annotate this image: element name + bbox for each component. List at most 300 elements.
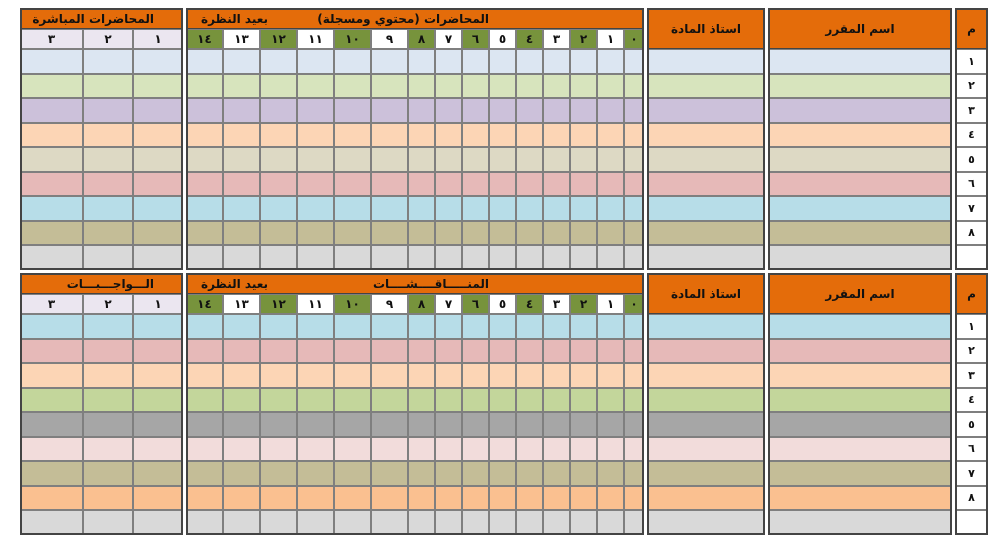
attendance-cell[interactable] [408, 221, 435, 246]
attendance-cell[interactable] [543, 388, 570, 413]
attendance-cell[interactable] [297, 74, 334, 99]
attendance-cell[interactable] [334, 98, 371, 123]
course-name-cell[interactable] [768, 339, 952, 364]
attendance-cell[interactable] [516, 437, 543, 462]
attendance-cell[interactable] [624, 437, 644, 462]
attendance-cell[interactable] [462, 363, 489, 388]
attendance-cell[interactable] [371, 510, 408, 535]
attendance-cell[interactable] [624, 339, 644, 364]
attendance-cell[interactable] [223, 339, 260, 364]
attendance-cell[interactable] [489, 363, 516, 388]
attendance-cell[interactable] [543, 339, 570, 364]
attendance-cell[interactable] [260, 388, 297, 413]
attendance-cell[interactable] [543, 74, 570, 99]
attendance-cell[interactable] [624, 388, 644, 413]
live-session-cell[interactable] [133, 314, 183, 339]
live-session-cell[interactable] [83, 363, 133, 388]
teacher-cell[interactable] [647, 98, 765, 123]
attendance-cell[interactable] [435, 314, 462, 339]
attendance-cell[interactable] [489, 388, 516, 413]
attendance-cell[interactable] [223, 486, 260, 511]
attendance-cell[interactable] [260, 98, 297, 123]
course-name-cell[interactable] [768, 412, 952, 437]
live-session-cell[interactable] [133, 49, 183, 74]
attendance-cell[interactable] [408, 339, 435, 364]
attendance-cell[interactable] [297, 437, 334, 462]
attendance-cell[interactable] [297, 486, 334, 511]
attendance-cell[interactable] [543, 221, 570, 246]
attendance-cell[interactable] [570, 49, 597, 74]
attendance-cell[interactable] [516, 245, 543, 270]
attendance-cell[interactable] [462, 412, 489, 437]
live-session-cell[interactable] [83, 461, 133, 486]
course-name-cell[interactable] [768, 437, 952, 462]
attendance-cell[interactable] [260, 147, 297, 172]
attendance-cell[interactable] [516, 147, 543, 172]
attendance-cell[interactable] [408, 486, 435, 511]
attendance-cell[interactable] [435, 363, 462, 388]
attendance-cell[interactable] [334, 388, 371, 413]
attendance-cell[interactable] [371, 172, 408, 197]
teacher-cell[interactable] [647, 49, 765, 74]
attendance-cell[interactable] [624, 172, 644, 197]
attendance-cell[interactable] [260, 221, 297, 246]
live-session-cell[interactable] [20, 221, 83, 246]
attendance-cell[interactable] [186, 363, 223, 388]
attendance-cell[interactable] [489, 49, 516, 74]
attendance-cell[interactable] [435, 437, 462, 462]
attendance-cell[interactable] [597, 245, 624, 270]
course-name-cell[interactable] [768, 221, 952, 246]
attendance-cell[interactable] [462, 388, 489, 413]
attendance-cell[interactable] [408, 314, 435, 339]
attendance-cell[interactable] [435, 123, 462, 148]
teacher-cell[interactable] [647, 510, 765, 535]
attendance-cell[interactable] [260, 412, 297, 437]
attendance-cell[interactable] [597, 388, 624, 413]
attendance-cell[interactable] [260, 196, 297, 221]
attendance-cell[interactable] [543, 363, 570, 388]
attendance-cell[interactable] [334, 486, 371, 511]
attendance-cell[interactable] [223, 461, 260, 486]
attendance-cell[interactable] [371, 98, 408, 123]
teacher-cell[interactable] [647, 147, 765, 172]
live-session-cell[interactable] [133, 437, 183, 462]
attendance-cell[interactable] [371, 147, 408, 172]
attendance-cell[interactable] [371, 486, 408, 511]
attendance-cell[interactable] [260, 461, 297, 486]
attendance-cell[interactable] [570, 437, 597, 462]
attendance-cell[interactable] [543, 461, 570, 486]
attendance-cell[interactable] [297, 123, 334, 148]
attendance-cell[interactable] [516, 74, 543, 99]
teacher-cell[interactable] [647, 388, 765, 413]
live-session-cell[interactable] [83, 221, 133, 246]
live-session-cell[interactable] [133, 74, 183, 99]
live-session-cell[interactable] [20, 412, 83, 437]
teacher-cell[interactable] [647, 437, 765, 462]
attendance-cell[interactable] [462, 486, 489, 511]
attendance-cell[interactable] [462, 437, 489, 462]
attendance-cell[interactable] [186, 74, 223, 99]
attendance-cell[interactable] [516, 339, 543, 364]
attendance-cell[interactable] [260, 172, 297, 197]
attendance-cell[interactable] [186, 461, 223, 486]
attendance-cell[interactable] [462, 196, 489, 221]
live-session-cell[interactable] [83, 339, 133, 364]
live-session-cell[interactable] [20, 363, 83, 388]
live-session-cell[interactable] [133, 221, 183, 246]
attendance-cell[interactable] [408, 363, 435, 388]
live-session-cell[interactable] [83, 510, 133, 535]
attendance-cell[interactable] [543, 196, 570, 221]
live-session-cell[interactable] [20, 172, 83, 197]
live-session-cell[interactable] [83, 123, 133, 148]
attendance-cell[interactable] [597, 314, 624, 339]
attendance-cell[interactable] [543, 510, 570, 535]
attendance-cell[interactable] [435, 221, 462, 246]
attendance-cell[interactable] [462, 245, 489, 270]
attendance-cell[interactable] [260, 74, 297, 99]
course-name-cell[interactable] [768, 245, 952, 270]
teacher-cell[interactable] [647, 196, 765, 221]
teacher-cell[interactable] [647, 172, 765, 197]
live-session-cell[interactable] [133, 196, 183, 221]
live-session-cell[interactable] [133, 510, 183, 535]
live-session-cell[interactable] [20, 196, 83, 221]
attendance-cell[interactable] [223, 74, 260, 99]
attendance-cell[interactable] [435, 74, 462, 99]
attendance-cell[interactable] [462, 461, 489, 486]
attendance-cell[interactable] [624, 412, 644, 437]
attendance-cell[interactable] [408, 196, 435, 221]
attendance-cell[interactable] [371, 314, 408, 339]
course-name-cell[interactable] [768, 49, 952, 74]
attendance-cell[interactable] [516, 221, 543, 246]
live-session-cell[interactable] [20, 437, 83, 462]
attendance-cell[interactable] [624, 74, 644, 99]
live-session-cell[interactable] [133, 412, 183, 437]
attendance-cell[interactable] [435, 172, 462, 197]
teacher-cell[interactable] [647, 412, 765, 437]
live-session-cell[interactable] [133, 123, 183, 148]
attendance-cell[interactable] [543, 245, 570, 270]
attendance-cell[interactable] [297, 412, 334, 437]
attendance-cell[interactable] [570, 172, 597, 197]
teacher-cell[interactable] [647, 245, 765, 270]
attendance-cell[interactable] [489, 123, 516, 148]
attendance-cell[interactable] [334, 147, 371, 172]
live-session-cell[interactable] [20, 388, 83, 413]
attendance-cell[interactable] [624, 123, 644, 148]
attendance-cell[interactable] [489, 339, 516, 364]
course-name-cell[interactable] [768, 98, 952, 123]
attendance-cell[interactable] [223, 363, 260, 388]
attendance-cell[interactable] [516, 49, 543, 74]
attendance-cell[interactable] [297, 388, 334, 413]
attendance-cell[interactable] [186, 196, 223, 221]
attendance-cell[interactable] [489, 147, 516, 172]
attendance-cell[interactable] [223, 245, 260, 270]
attendance-cell[interactable] [408, 98, 435, 123]
attendance-cell[interactable] [489, 74, 516, 99]
attendance-cell[interactable] [334, 172, 371, 197]
attendance-cell[interactable] [408, 461, 435, 486]
attendance-cell[interactable] [570, 74, 597, 99]
attendance-cell[interactable] [624, 461, 644, 486]
attendance-cell[interactable] [371, 74, 408, 99]
attendance-cell[interactable] [334, 74, 371, 99]
attendance-cell[interactable] [408, 510, 435, 535]
attendance-cell[interactable] [223, 388, 260, 413]
attendance-cell[interactable] [624, 221, 644, 246]
live-session-cell[interactable] [83, 314, 133, 339]
attendance-cell[interactable] [408, 172, 435, 197]
attendance-cell[interactable] [260, 314, 297, 339]
attendance-cell[interactable] [489, 314, 516, 339]
attendance-cell[interactable] [334, 437, 371, 462]
attendance-cell[interactable] [624, 314, 644, 339]
attendance-cell[interactable] [597, 196, 624, 221]
attendance-cell[interactable] [186, 510, 223, 535]
live-session-cell[interactable] [83, 437, 133, 462]
attendance-cell[interactable] [435, 98, 462, 123]
attendance-cell[interactable] [570, 510, 597, 535]
attendance-cell[interactable] [260, 510, 297, 535]
attendance-cell[interactable] [408, 412, 435, 437]
attendance-cell[interactable] [297, 339, 334, 364]
attendance-cell[interactable] [624, 363, 644, 388]
attendance-cell[interactable] [516, 461, 543, 486]
attendance-cell[interactable] [223, 123, 260, 148]
attendance-cell[interactable] [297, 147, 334, 172]
attendance-cell[interactable] [597, 412, 624, 437]
live-session-cell[interactable] [133, 245, 183, 270]
attendance-cell[interactable] [435, 245, 462, 270]
attendance-cell[interactable] [223, 147, 260, 172]
live-session-cell[interactable] [20, 314, 83, 339]
attendance-cell[interactable] [462, 339, 489, 364]
attendance-cell[interactable] [334, 339, 371, 364]
attendance-cell[interactable] [297, 196, 334, 221]
attendance-cell[interactable] [408, 147, 435, 172]
course-name-cell[interactable] [768, 196, 952, 221]
attendance-cell[interactable] [462, 172, 489, 197]
attendance-cell[interactable] [186, 172, 223, 197]
attendance-cell[interactable] [597, 147, 624, 172]
attendance-cell[interactable] [489, 245, 516, 270]
attendance-cell[interactable] [597, 74, 624, 99]
attendance-cell[interactable] [408, 49, 435, 74]
attendance-cell[interactable] [570, 245, 597, 270]
attendance-cell[interactable] [186, 314, 223, 339]
course-name-cell[interactable] [768, 74, 952, 99]
attendance-cell[interactable] [516, 314, 543, 339]
attendance-cell[interactable] [186, 245, 223, 270]
attendance-cell[interactable] [186, 412, 223, 437]
attendance-cell[interactable] [597, 339, 624, 364]
attendance-cell[interactable] [334, 510, 371, 535]
attendance-cell[interactable] [371, 196, 408, 221]
live-session-cell[interactable] [20, 245, 83, 270]
attendance-cell[interactable] [435, 196, 462, 221]
attendance-cell[interactable] [297, 510, 334, 535]
attendance-cell[interactable] [516, 388, 543, 413]
attendance-cell[interactable] [624, 245, 644, 270]
attendance-cell[interactable] [297, 98, 334, 123]
attendance-cell[interactable] [435, 147, 462, 172]
live-session-cell[interactable] [133, 486, 183, 511]
live-session-cell[interactable] [133, 98, 183, 123]
attendance-cell[interactable] [624, 196, 644, 221]
attendance-cell[interactable] [624, 486, 644, 511]
attendance-cell[interactable] [334, 221, 371, 246]
teacher-cell[interactable] [647, 461, 765, 486]
live-session-cell[interactable] [83, 245, 133, 270]
teacher-cell[interactable] [647, 339, 765, 364]
teacher-cell[interactable] [647, 363, 765, 388]
attendance-cell[interactable] [186, 339, 223, 364]
course-name-cell[interactable] [768, 388, 952, 413]
attendance-cell[interactable] [334, 461, 371, 486]
live-session-cell[interactable] [20, 486, 83, 511]
attendance-cell[interactable] [223, 314, 260, 339]
teacher-cell[interactable] [647, 123, 765, 148]
attendance-cell[interactable] [543, 49, 570, 74]
attendance-cell[interactable] [408, 388, 435, 413]
attendance-cell[interactable] [334, 196, 371, 221]
attendance-cell[interactable] [570, 461, 597, 486]
live-session-cell[interactable] [20, 123, 83, 148]
attendance-cell[interactable] [570, 221, 597, 246]
teacher-cell[interactable] [647, 486, 765, 511]
attendance-cell[interactable] [186, 147, 223, 172]
attendance-cell[interactable] [570, 363, 597, 388]
attendance-cell[interactable] [260, 363, 297, 388]
attendance-cell[interactable] [462, 49, 489, 74]
live-session-cell[interactable] [20, 98, 83, 123]
course-name-cell[interactable] [768, 314, 952, 339]
attendance-cell[interactable] [489, 461, 516, 486]
attendance-cell[interactable] [516, 363, 543, 388]
attendance-cell[interactable] [334, 49, 371, 74]
live-session-cell[interactable] [83, 49, 133, 74]
attendance-cell[interactable] [186, 49, 223, 74]
attendance-cell[interactable] [435, 412, 462, 437]
attendance-cell[interactable] [260, 339, 297, 364]
attendance-cell[interactable] [334, 314, 371, 339]
course-name-cell[interactable] [768, 123, 952, 148]
attendance-cell[interactable] [371, 339, 408, 364]
attendance-cell[interactable] [597, 221, 624, 246]
attendance-cell[interactable] [543, 147, 570, 172]
live-session-cell[interactable] [20, 510, 83, 535]
attendance-cell[interactable] [597, 123, 624, 148]
teacher-cell[interactable] [647, 74, 765, 99]
live-session-cell[interactable] [83, 486, 133, 511]
attendance-cell[interactable] [462, 147, 489, 172]
attendance-cell[interactable] [624, 49, 644, 74]
live-session-cell[interactable] [20, 461, 83, 486]
course-name-cell[interactable] [768, 486, 952, 511]
attendance-cell[interactable] [435, 339, 462, 364]
attendance-cell[interactable] [516, 172, 543, 197]
attendance-cell[interactable] [186, 123, 223, 148]
attendance-cell[interactable] [297, 314, 334, 339]
attendance-cell[interactable] [516, 510, 543, 535]
attendance-cell[interactable] [489, 437, 516, 462]
attendance-cell[interactable] [543, 486, 570, 511]
attendance-cell[interactable] [223, 172, 260, 197]
attendance-cell[interactable] [543, 314, 570, 339]
attendance-cell[interactable] [624, 510, 644, 535]
attendance-cell[interactable] [516, 486, 543, 511]
attendance-cell[interactable] [371, 461, 408, 486]
attendance-cell[interactable] [435, 388, 462, 413]
live-session-cell[interactable] [83, 196, 133, 221]
attendance-cell[interactable] [597, 461, 624, 486]
course-name-cell[interactable] [768, 461, 952, 486]
attendance-cell[interactable] [570, 314, 597, 339]
attendance-cell[interactable] [408, 437, 435, 462]
live-session-cell[interactable] [133, 172, 183, 197]
attendance-cell[interactable] [597, 510, 624, 535]
attendance-cell[interactable] [186, 221, 223, 246]
attendance-cell[interactable] [297, 363, 334, 388]
attendance-cell[interactable] [597, 486, 624, 511]
live-session-cell[interactable] [133, 388, 183, 413]
attendance-cell[interactable] [371, 49, 408, 74]
attendance-cell[interactable] [570, 486, 597, 511]
attendance-cell[interactable] [297, 49, 334, 74]
attendance-cell[interactable] [297, 172, 334, 197]
attendance-cell[interactable] [260, 49, 297, 74]
attendance-cell[interactable] [435, 461, 462, 486]
attendance-cell[interactable] [543, 98, 570, 123]
attendance-cell[interactable] [570, 412, 597, 437]
live-session-cell[interactable] [83, 388, 133, 413]
attendance-cell[interactable] [516, 412, 543, 437]
attendance-cell[interactable] [489, 172, 516, 197]
attendance-cell[interactable] [297, 461, 334, 486]
attendance-cell[interactable] [462, 123, 489, 148]
attendance-cell[interactable] [260, 486, 297, 511]
live-session-cell[interactable] [20, 74, 83, 99]
live-session-cell[interactable] [83, 172, 133, 197]
attendance-cell[interactable] [223, 49, 260, 74]
attendance-cell[interactable] [260, 245, 297, 270]
attendance-cell[interactable] [597, 363, 624, 388]
attendance-cell[interactable] [223, 412, 260, 437]
attendance-cell[interactable] [462, 510, 489, 535]
attendance-cell[interactable] [462, 221, 489, 246]
teacher-cell[interactable] [647, 314, 765, 339]
live-session-cell[interactable] [83, 98, 133, 123]
attendance-cell[interactable] [516, 196, 543, 221]
live-session-cell[interactable] [133, 339, 183, 364]
attendance-cell[interactable] [570, 339, 597, 364]
attendance-cell[interactable] [334, 245, 371, 270]
attendance-cell[interactable] [371, 388, 408, 413]
attendance-cell[interactable] [597, 172, 624, 197]
attendance-cell[interactable] [186, 437, 223, 462]
attendance-cell[interactable] [597, 49, 624, 74]
attendance-cell[interactable] [371, 123, 408, 148]
attendance-cell[interactable] [543, 172, 570, 197]
attendance-cell[interactable] [334, 363, 371, 388]
course-name-cell[interactable] [768, 363, 952, 388]
attendance-cell[interactable] [489, 196, 516, 221]
